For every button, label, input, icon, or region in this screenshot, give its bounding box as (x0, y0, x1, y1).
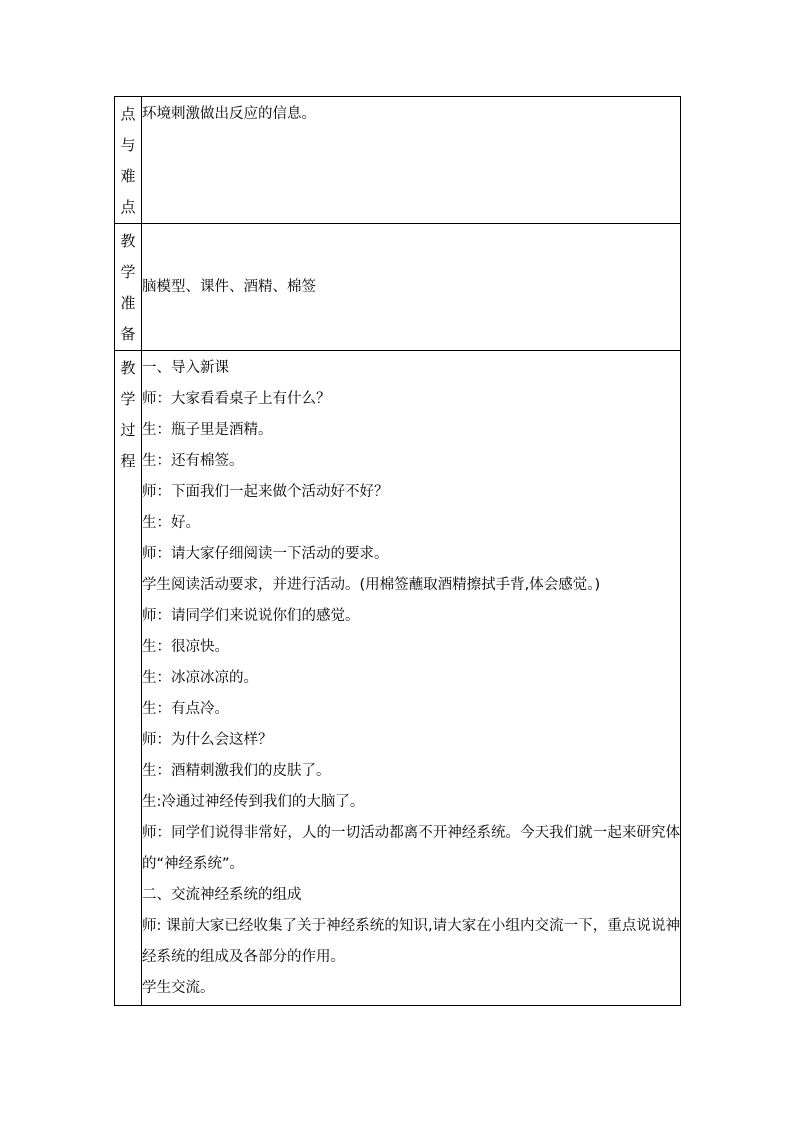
dialogue-line: 生：酒精刺激我们的皮肤了。 (142, 763, 331, 779)
text-line: 脑模型、课件、酒精、棉签 (142, 278, 316, 295)
label-char: 与 (120, 136, 136, 154)
dialogue-line: 师：大家看看桌子上有什么？ (142, 391, 331, 407)
label-char: 教 (120, 232, 136, 250)
table-row-key-difficult-points (115, 97, 681, 224)
label-char: 准 (120, 294, 136, 312)
dialogue-line: 生：好。 (142, 515, 200, 531)
dialogue-line: 学生交流。 (142, 980, 215, 996)
dialogue-line: 学生阅读活动要求，并进行活动。(用棉签蘸取酒精擦拭手背,体会感觉。) (142, 577, 601, 593)
label-char: 学 (120, 390, 136, 408)
dialogue-line: 师：请大家仔细阅读一下活动的要求。 (142, 546, 389, 562)
row-content-teaching-process (142, 351, 681, 1006)
label-char: 教 (120, 359, 136, 377)
row-label-teaching-process (115, 351, 142, 1006)
dialogue-line: 生:冷通过神经传到我们的大脑了。 (142, 794, 365, 810)
label-char: 点 (120, 198, 136, 216)
dialogue-line: 生：还有棉签。 (142, 453, 244, 469)
section-heading: 一、导入新课 (142, 360, 229, 376)
table-row-teaching-process (115, 351, 681, 1006)
dialogue-line: 师：下面我们一起来做个活动好不好？ (142, 484, 389, 500)
dialogue-line: 师：为什么会这样？ (142, 732, 273, 748)
label-char: 点 (120, 105, 136, 123)
row-content-teaching-preparation (142, 224, 681, 351)
dialogue-paragraph: 师：同学们说得非常好，人的一切活动都离不开神经系统。今天我们就一起来研究体的“神经系统”。 (142, 825, 680, 872)
row-label-key-difficult-points (115, 97, 142, 224)
label-char: 难 (120, 167, 136, 185)
label-char: 程 (120, 452, 136, 470)
dialogue-line: 生：很凉快。 (142, 639, 229, 655)
dialogue-line: 生：有点冷。 (142, 701, 229, 717)
dialogue-line: 生：瓶子里是酒精。 (142, 422, 273, 438)
row-content-key-difficult-points (142, 97, 681, 224)
dialogue-line: 生：冰凉冰凉的。 (142, 670, 258, 686)
label-char: 学 (120, 263, 136, 281)
section-heading: 二、交流神经系统的组成 (142, 887, 302, 903)
label-char: 备 (120, 325, 136, 343)
table-row-teaching-preparation (115, 224, 681, 351)
row-label-teaching-preparation (115, 224, 142, 351)
dialogue-paragraph: 师: 课前大家已经收集了关于神经系统的知识,请大家在小组内交流一下，重点说说神经系统的组成及各部分的作用。 (142, 918, 680, 965)
dialogue-line: 师：请同学们来说说你们的感觉。 (142, 608, 360, 624)
text-line: 环境刺激做出反应的信息。 (142, 106, 316, 122)
lesson-plan-table (114, 96, 681, 1006)
label-char: 过 (120, 421, 136, 439)
